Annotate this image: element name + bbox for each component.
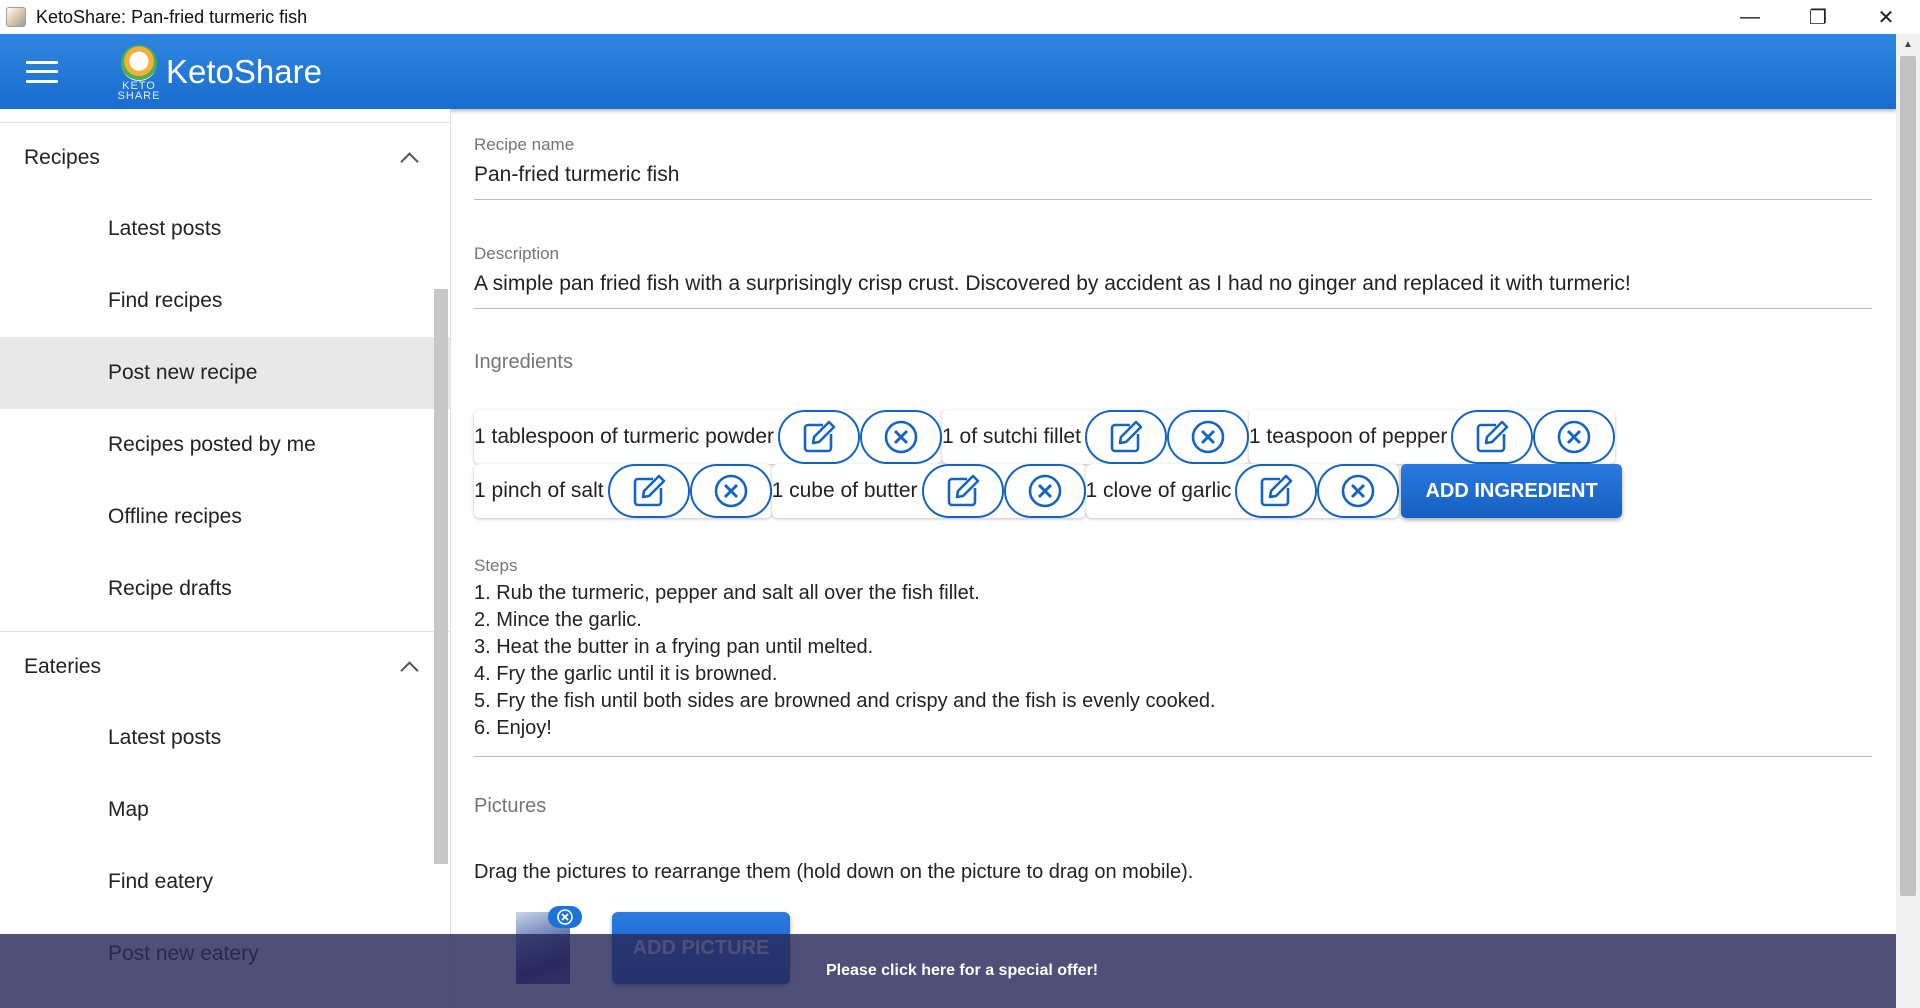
nav-item-find-recipes[interactable]: Find recipes bbox=[108, 289, 223, 312]
step-item: 2. Mince the garlic. bbox=[474, 609, 642, 631]
restore-button[interactable]: ❐ bbox=[1809, 6, 1827, 29]
remove-ingredient-button[interactable] bbox=[1167, 410, 1249, 464]
recipe-form bbox=[474, 109, 1872, 1008]
edit-icon bbox=[1256, 471, 1296, 511]
field-underline bbox=[474, 199, 1872, 200]
logo-text-keto: KETO bbox=[122, 79, 156, 92]
field-underline bbox=[474, 756, 1872, 757]
description-label: Description bbox=[474, 244, 560, 263]
nav-item-post-new-recipe[interactable]: Post new recipe bbox=[0, 337, 450, 409]
steps-list[interactable] bbox=[474, 580, 1872, 742]
ingredient-chip bbox=[772, 464, 1086, 518]
recipe-name-value[interactable]: Pan-fried turmeric fish bbox=[474, 163, 680, 186]
page-scrollbar[interactable] bbox=[1896, 34, 1920, 1008]
scroll-up-arrow-icon[interactable]: ▲ bbox=[1903, 39, 1913, 50]
chevron-up-icon[interactable] bbox=[400, 149, 418, 167]
close-circle-icon bbox=[881, 417, 921, 457]
description-value[interactable]: A simple pan fried fish with a surprisingly crisp crust. Discovered by accident as I had no ginger and replaced it with turmeric! bbox=[474, 272, 1631, 295]
nav-item-map[interactable]: Map bbox=[108, 798, 149, 821]
nav-group-recipes[interactable] bbox=[0, 123, 450, 193]
pictures-label: Pictures bbox=[474, 795, 547, 817]
add-ingredient-button[interactable]: ADD INGREDIENT bbox=[1401, 464, 1621, 518]
ingredient-text: 1 pinch of salt bbox=[474, 479, 604, 502]
ingredients-row-1 bbox=[474, 410, 1615, 464]
edit-ingredient-button[interactable] bbox=[608, 464, 690, 518]
close-button[interactable]: ✕ bbox=[1877, 6, 1895, 29]
remove-picture-button[interactable] bbox=[548, 906, 582, 928]
step-item: 1. Rub the turmeric, pepper and salt all over the fish fillet. bbox=[474, 582, 980, 604]
pictures-instructions: Drag the pictures to rearrange them (hold down on the picture to drag on mobile). bbox=[474, 861, 1194, 883]
step-item: 4. Fry the garlic until it is browned. bbox=[474, 663, 778, 685]
ingredient-text: 1 cube of butter bbox=[771, 479, 918, 502]
edit-icon bbox=[943, 471, 983, 511]
close-circle-icon bbox=[1025, 471, 1065, 511]
close-circle-icon bbox=[1188, 417, 1228, 457]
field-underline bbox=[474, 308, 1872, 309]
ingredient-text: 1 of sutchi fillet bbox=[942, 425, 1081, 448]
edit-icon bbox=[1106, 417, 1146, 457]
minimize-button[interactable]: — bbox=[1740, 5, 1760, 28]
recipe-name-field[interactable] bbox=[474, 135, 1872, 200]
close-circle-icon bbox=[711, 471, 751, 511]
app-bar bbox=[0, 34, 1896, 109]
hamburger-menu-icon[interactable] bbox=[26, 61, 58, 83]
remove-ingredient-button[interactable] bbox=[1004, 464, 1086, 518]
step-item: 5. Fry the fish until both sides are browned and crispy and the fish is evenly cooked. bbox=[474, 690, 1216, 712]
special-offer-banner[interactable] bbox=[0, 934, 1896, 1008]
nav-item-recipes-posted-by-me[interactable]: Recipes posted by me bbox=[108, 433, 316, 456]
ingredient-text: 1 tablespoon of turmeric powder bbox=[474, 425, 774, 448]
recipe-name-label: Recipe name bbox=[474, 135, 575, 154]
nav-group-eateries[interactable] bbox=[0, 632, 450, 702]
window-title-bar bbox=[0, 0, 1920, 34]
ketoshare-logo bbox=[116, 43, 162, 101]
ingredient-text: 1 clove of garlic bbox=[1085, 479, 1232, 502]
nav-item-recipes-latest-posts[interactable]: Latest posts bbox=[108, 217, 222, 240]
edit-ingredient-button[interactable] bbox=[1235, 464, 1317, 518]
step-item: 6. Enjoy! bbox=[474, 717, 552, 739]
logo-text-share: SHARE bbox=[117, 89, 161, 102]
close-circle-icon bbox=[1554, 417, 1594, 457]
ingredient-text: 1 teaspoon of pepper bbox=[1248, 425, 1448, 448]
edit-ingredient-button[interactable] bbox=[778, 410, 860, 464]
edit-icon bbox=[799, 417, 839, 457]
close-circle-icon bbox=[556, 908, 574, 926]
window-title: KetoShare: Pan-fried turmeric fish bbox=[36, 6, 308, 27]
description-field[interactable] bbox=[474, 244, 1872, 309]
ingredients-row-2 bbox=[474, 464, 1622, 518]
chevron-up-icon[interactable] bbox=[400, 658, 418, 676]
app-brand-title: KetoShare bbox=[166, 52, 322, 90]
special-offer-link[interactable]: Please click here for a special offer! bbox=[826, 962, 1099, 979]
edit-ingredient-button[interactable] bbox=[1451, 410, 1533, 464]
ingredient-chip bbox=[474, 410, 942, 464]
remove-ingredient-button[interactable] bbox=[1317, 464, 1399, 518]
nav-item-recipe-drafts[interactable]: Recipe drafts bbox=[108, 577, 232, 600]
remove-ingredient-button[interactable] bbox=[860, 410, 942, 464]
remove-ingredient-button[interactable] bbox=[690, 464, 772, 518]
ingredient-chip bbox=[1249, 410, 1616, 464]
drawer-scrollbar-thumb[interactable] bbox=[434, 289, 448, 864]
plate-logo-icon bbox=[121, 45, 157, 81]
ingredient-chip bbox=[942, 410, 1249, 464]
navigation-drawer bbox=[0, 109, 451, 1008]
nav-item-find-eatery[interactable]: Find eatery bbox=[108, 870, 214, 893]
nav-item-offline-recipes[interactable]: Offline recipes bbox=[108, 505, 242, 528]
window-controls bbox=[1716, 0, 1920, 34]
ingredients-label: Ingredients bbox=[474, 351, 573, 373]
close-circle-icon bbox=[1338, 471, 1378, 511]
nav-group-label: Recipes bbox=[24, 146, 100, 169]
ingredient-chip bbox=[474, 464, 772, 518]
nav-item-eateries-latest-posts[interactable]: Latest posts bbox=[108, 726, 222, 749]
remove-ingredient-button[interactable] bbox=[1533, 410, 1615, 464]
steps-field[interactable] bbox=[474, 556, 1872, 757]
edit-ingredient-button[interactable] bbox=[922, 464, 1004, 518]
steps-label: Steps bbox=[474, 556, 518, 575]
edit-ingredient-button[interactable] bbox=[1085, 410, 1167, 464]
step-item: 3. Heat the butter in a frying pan until melted. bbox=[474, 636, 874, 658]
edit-icon bbox=[629, 471, 669, 511]
ingredient-chip bbox=[1086, 464, 1400, 518]
edit-icon bbox=[1472, 417, 1512, 457]
app-icon bbox=[6, 7, 26, 27]
nav-group-label: Eateries bbox=[24, 655, 102, 678]
page-scrollbar-thumb[interactable] bbox=[1900, 56, 1916, 896]
